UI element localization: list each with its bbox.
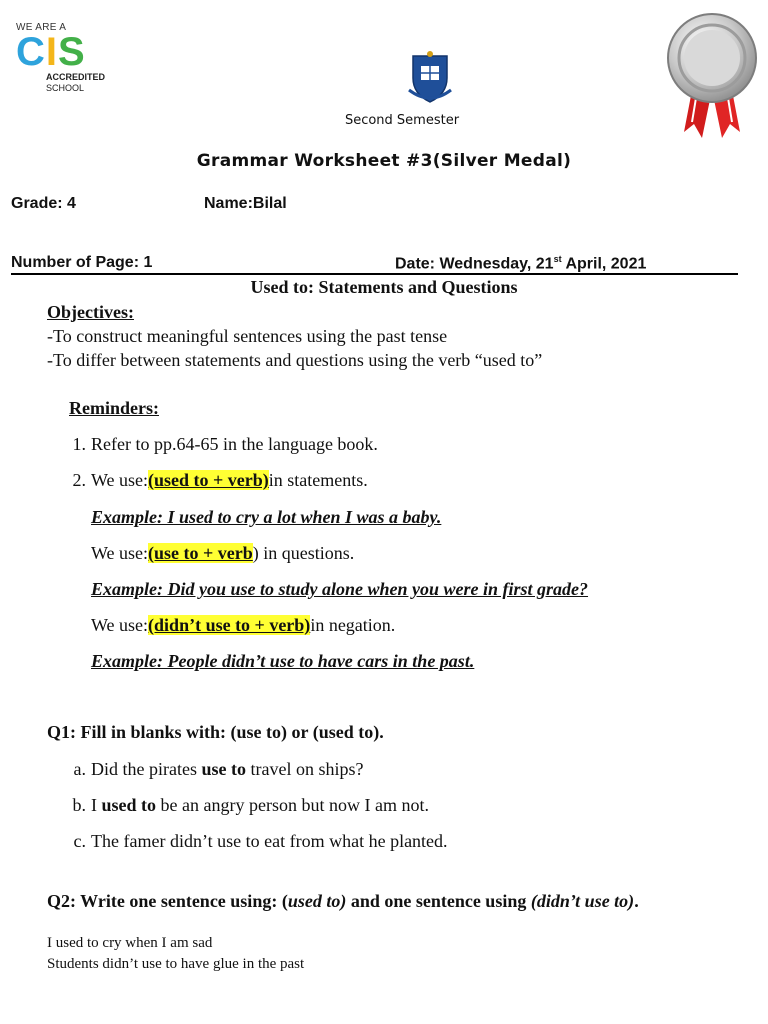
- answer-line: I used to cry when I am sad: [47, 935, 213, 951]
- reminder-rule: We use:(use to + verb) in questions.: [91, 543, 355, 563]
- question-item: Did the pirates use to travel on ships?: [91, 759, 364, 779]
- cis-letters: CIS: [16, 30, 86, 74]
- student-name: Name:Bilal: [204, 195, 287, 212]
- page-count: Number of Page: 1: [11, 254, 153, 271]
- semester-label: Second Semester: [344, 113, 460, 128]
- header-divider: [11, 273, 738, 275]
- answer-fill: used to: [101, 795, 157, 815]
- logo-school: SCHOOL: [46, 83, 85, 93]
- highlighted-rule: (used to + verb): [148, 470, 269, 490]
- logo-top-text: WE ARE A: [16, 22, 67, 33]
- question-1-heading: Q1: Fill in blanks with: (use to) or (used to).: [47, 722, 384, 742]
- list-number: 1.: [72, 434, 86, 454]
- worksheet-title: Grammar Worksheet #3(Silver Medal): [196, 151, 572, 171]
- highlighted-rule: (didn’t use to + verb): [148, 615, 311, 635]
- question-item: I used to be an angry person but now I am not.: [91, 795, 429, 815]
- reminder-rule: We use:(didn’t use to + verb)in negation.: [91, 615, 396, 635]
- logo-accredited: ACCREDITED: [46, 72, 106, 82]
- objective-item: -To construct meaningful sentences using the past tense: [47, 326, 448, 346]
- reminders-heading: Reminders:: [69, 398, 159, 418]
- example-sentence: Example: People didn’t use to have cars in the past.: [91, 651, 475, 671]
- highlighted-rule: (use to + verb: [148, 543, 253, 563]
- objectives-heading: Objectives:: [47, 302, 134, 322]
- example-sentence: Example: Did you use to study alone when you were in first grade?: [91, 579, 589, 599]
- list-letter: b.: [72, 795, 86, 815]
- reminder-item: We use:(used to + verb)in statements.: [91, 470, 368, 490]
- date-label: Date: Wednesday, 21st April, 2021: [395, 254, 647, 273]
- answer-fill: use to: [201, 759, 246, 779]
- cis-accredited-logo: [16, 22, 126, 100]
- reminder-item: Refer to pp.64-65 in the language book.: [91, 434, 378, 454]
- school-crest-icon: [405, 50, 455, 106]
- lesson-title: Used to: Statements and Questions: [250, 277, 518, 297]
- question-2-heading: Q2: Write one sentence using: (used to) and one sentence using (didn’t use to).: [47, 891, 639, 911]
- question-item: The famer didn’t use to eat from what he planted.: [91, 831, 448, 851]
- list-number: 2.: [72, 470, 86, 490]
- example-sentence: Example: I used to cry a lot when I was a baby.: [91, 507, 442, 527]
- grade-label: Grade: 4: [11, 195, 76, 212]
- list-letter: a.: [73, 759, 86, 779]
- objective-item: -To differ between statements and questions using the verb “used to”: [47, 350, 543, 370]
- answer-line: Students didn’t use to have glue in the past: [47, 956, 305, 972]
- list-letter: c.: [73, 831, 86, 851]
